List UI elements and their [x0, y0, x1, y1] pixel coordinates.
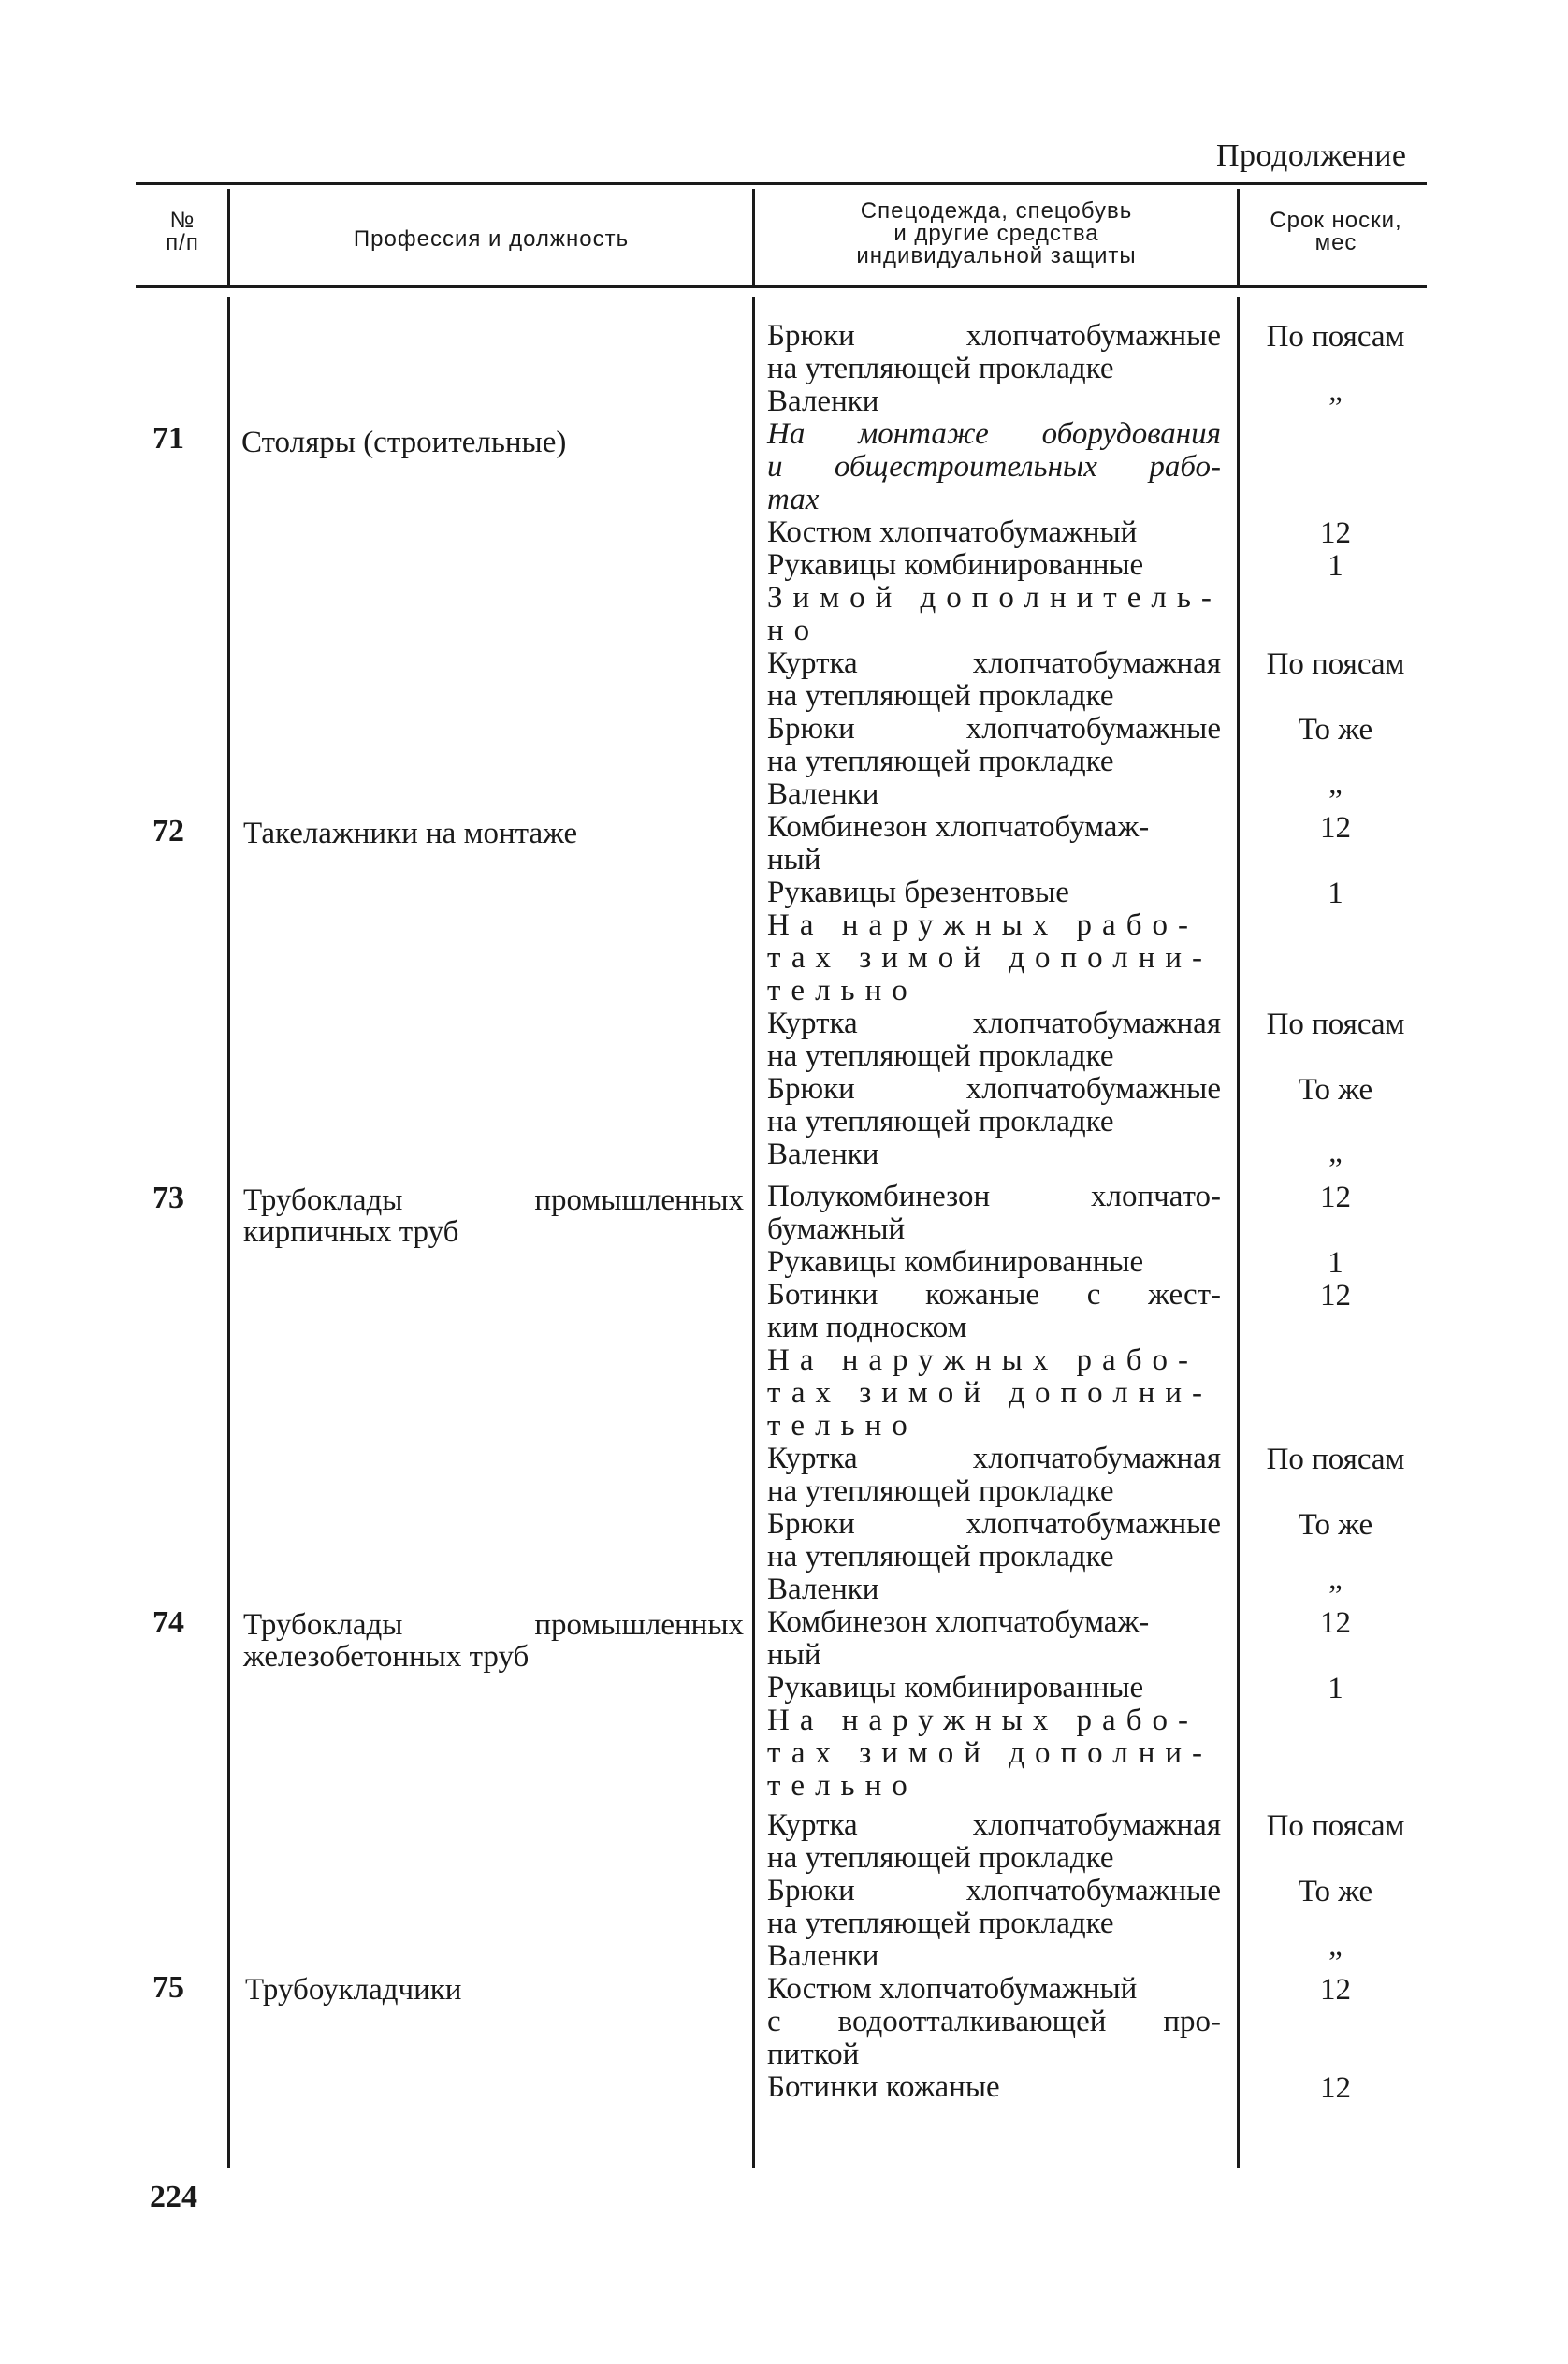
- row-number: 75: [152, 1970, 184, 2005]
- item-line: тельно: [767, 1769, 918, 1803]
- header-equipment-line: индивидуальной защиты: [856, 243, 1137, 268]
- column-divider-1: [227, 189, 230, 285]
- item-line: ким подноском: [767, 1311, 967, 1344]
- term-cell: ”: [1328, 1153, 1343, 1186]
- column-divider-2: [752, 189, 755, 285]
- term-cell: 1: [1328, 1672, 1343, 1705]
- item-line: на утепляющей прокладке: [767, 1907, 1114, 1940]
- item-line: на утепляющей прокладке: [767, 352, 1114, 385]
- item-line: Валенки: [767, 384, 879, 418]
- item-line: Костюм хлопчатобумажный: [767, 1972, 1138, 2006]
- page-number: 224: [150, 2180, 197, 2214]
- term-cell: 1: [1328, 877, 1343, 910]
- item-line: тах зимой дополни-: [767, 941, 1213, 975]
- item-line: тельно: [767, 974, 918, 1008]
- header-num-line: п/п: [166, 230, 199, 255]
- item-line: тах зимой дополни-: [767, 1376, 1213, 1410]
- item-line: но: [767, 614, 820, 647]
- term-cell: 12: [1320, 1181, 1351, 1214]
- item-line: ный: [767, 843, 821, 877]
- item-line: На наружных рабо-: [767, 1343, 1198, 1377]
- header-term-line: мес: [1314, 230, 1357, 255]
- row-number: 74: [152, 1605, 184, 1640]
- item-line: На монтаже оборудования: [767, 417, 1221, 451]
- item-line: на утепляющей прокладке: [767, 1039, 1114, 1073]
- item-line: Брюки хлопчатобумажные: [767, 712, 1221, 746]
- term-cell: 12: [1320, 1279, 1351, 1313]
- item-line: ный: [767, 1638, 821, 1672]
- term-cell: По поясам: [1266, 1443, 1405, 1476]
- row-profession: Трубоклады промышленных: [243, 1608, 744, 1642]
- item-line: Куртка хлопчатобумажная: [767, 1442, 1221, 1475]
- item-line: на утепляющей прокладке: [767, 1841, 1114, 1875]
- term-cell: То же: [1298, 1875, 1373, 1908]
- row-profession: Трубоклады промышленных: [243, 1183, 744, 1217]
- term-cell: 1: [1328, 549, 1343, 583]
- continuation-label: Продолжение: [1216, 138, 1407, 173]
- term-cell: ”: [1328, 1579, 1343, 1613]
- column-divider-3: [1237, 189, 1240, 285]
- header-num: [140, 210, 225, 254]
- item-line: Брюки хлопчатобумажные: [767, 319, 1221, 353]
- item-line: Куртка хлопчатобумажная: [767, 1808, 1221, 1842]
- item-line: Комбинезон хлопчатобумаж-: [767, 1605, 1150, 1639]
- term-cell: ”: [1328, 784, 1343, 818]
- header-bottom-rule: [136, 285, 1427, 288]
- term-cell: По поясам: [1266, 647, 1405, 681]
- item-line: Рукавицы брезентовые: [767, 876, 1069, 909]
- row-profession: Столяры (строительные): [241, 426, 567, 459]
- item-line: Брюки хлопчатобумажные: [767, 1874, 1221, 1907]
- term-cell: 1: [1328, 1246, 1343, 1280]
- column-divider-1-body: [227, 297, 230, 2168]
- term-cell: То же: [1298, 713, 1373, 747]
- item-line: тельно: [767, 1409, 918, 1443]
- term-cell: По поясам: [1266, 1809, 1405, 1843]
- item-line: тах зимой дополни-: [767, 1736, 1213, 1770]
- term-cell: 12: [1320, 1606, 1351, 1640]
- row-number: 72: [152, 814, 184, 848]
- item-line: Брюки хлопчатобумажные: [767, 1507, 1221, 1541]
- item-line: Ботинки кожаные с жест-: [767, 1278, 1221, 1312]
- item-line: Куртка хлопчатобумажная: [767, 646, 1221, 680]
- item-line: на утепляющей прокладке: [767, 1540, 1114, 1574]
- column-divider-2-body: [752, 297, 755, 2168]
- term-cell: 12: [1320, 811, 1351, 845]
- item-line: с водоотталкивающей про-: [767, 2005, 1221, 2038]
- item-line: На наружных рабо-: [767, 1704, 1198, 1737]
- term-cell: 12: [1320, 1973, 1351, 2007]
- item-line: Зимой дополнитель-: [767, 581, 1222, 615]
- item-line: Костюм хлопчатобумажный: [767, 515, 1138, 549]
- row-profession: Трубоукладчики: [245, 1973, 462, 2007]
- item-line: Рукавицы комбинированные: [767, 548, 1144, 582]
- term-cell: 12: [1320, 2071, 1351, 2105]
- header-term: [1242, 210, 1430, 254]
- term-cell: По поясам: [1266, 320, 1405, 354]
- row-profession: железобетонных труб: [243, 1640, 530, 1674]
- item-line: Рукавицы комбинированные: [767, 1671, 1144, 1704]
- item-line: Полукомбинезон хлопчато-: [767, 1180, 1221, 1213]
- term-cell: ”: [1328, 1946, 1343, 1980]
- header-equipment-line: и другие средства: [893, 221, 1099, 246]
- header-equipment-line: Спецодежда, спецобувь: [860, 198, 1133, 224]
- header-num-line: №: [169, 208, 196, 233]
- item-line: Брюки хлопчатобумажные: [767, 1072, 1221, 1106]
- term-cell: То же: [1298, 1073, 1373, 1107]
- header-term-line: Срок носки,: [1270, 208, 1402, 233]
- item-line: Валенки: [767, 1573, 879, 1606]
- item-line: Рукавицы комбинированные: [767, 1245, 1144, 1279]
- item-line: На наружных рабо-: [767, 908, 1198, 942]
- term-cell: То же: [1298, 1508, 1373, 1542]
- term-cell: 12: [1320, 516, 1351, 550]
- item-line: на утепляющей прокладке: [767, 679, 1114, 713]
- item-line: Ботинки кожаные: [767, 2070, 1000, 2104]
- header-equipment: [758, 200, 1235, 268]
- term-cell: ”: [1328, 391, 1343, 425]
- table-top-rule: [136, 182, 1427, 185]
- item-line: Валенки: [767, 777, 879, 811]
- item-line: на утепляющей прокладке: [767, 1474, 1114, 1508]
- row-profession: Такелажники на монтаже: [243, 817, 578, 850]
- row-profession: кирпичных труб: [243, 1215, 459, 1249]
- item-line: на утепляющей прокладке: [767, 745, 1114, 778]
- item-line: тах: [767, 483, 820, 516]
- row-number: 71: [152, 421, 184, 456]
- item-line: Куртка хлопчатобумажная: [767, 1007, 1221, 1040]
- header-profession: Профессия и должность: [353, 226, 630, 252]
- item-line: Комбинезон хлопчатобумаж-: [767, 810, 1150, 844]
- term-cell: По поясам: [1266, 1008, 1405, 1041]
- row-number: 73: [152, 1181, 184, 1215]
- item-line: Валенки: [767, 1939, 879, 1973]
- item-line: бумажный: [767, 1212, 906, 1246]
- item-line: и общестроительных рабо-: [767, 450, 1221, 484]
- item-line: Валенки: [767, 1138, 879, 1171]
- item-line: питкой: [767, 2038, 860, 2071]
- item-line: на утепляющей прокладке: [767, 1105, 1114, 1138]
